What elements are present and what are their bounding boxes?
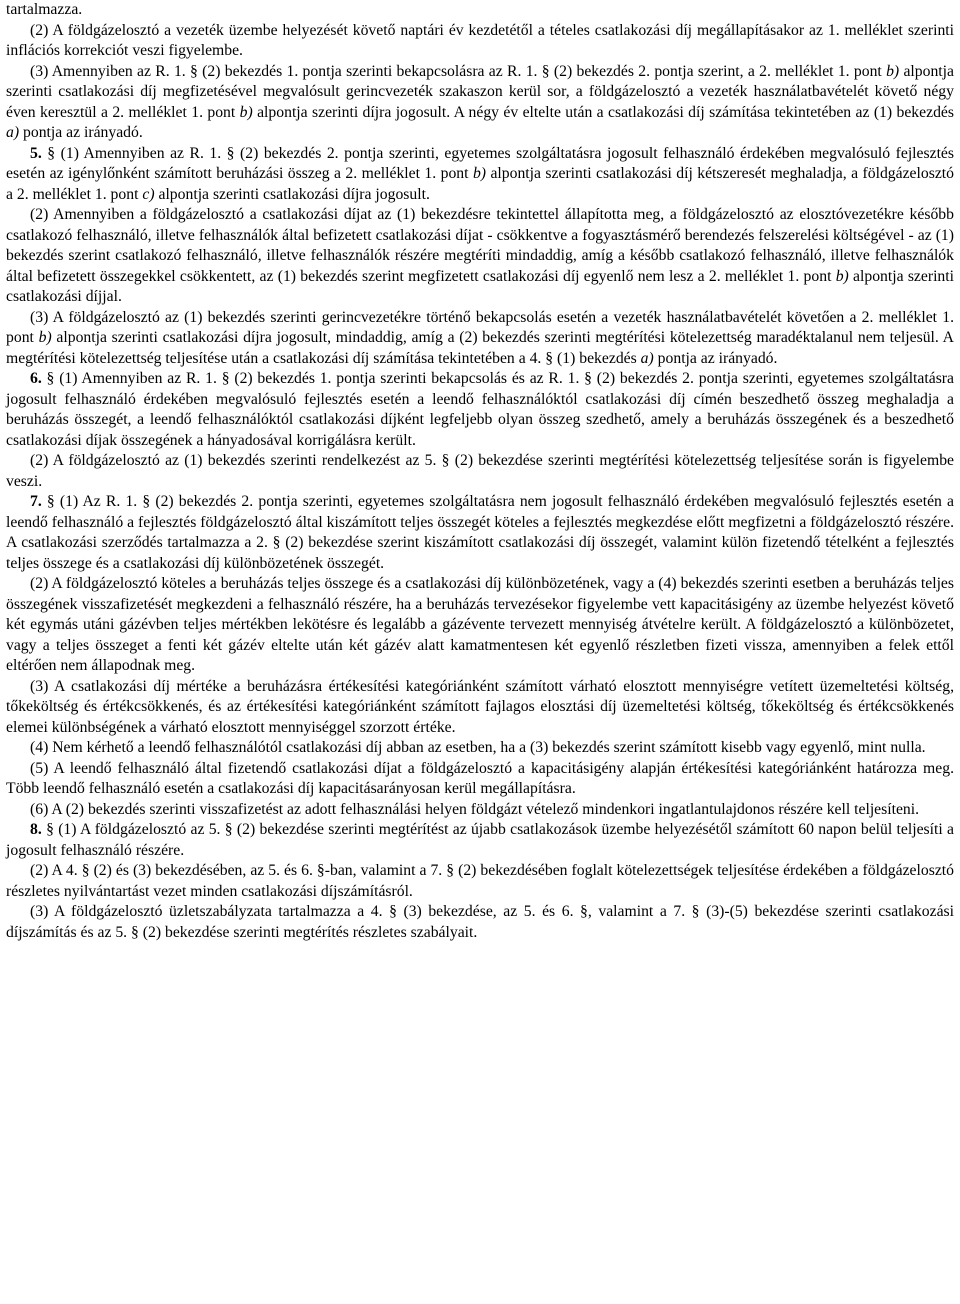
point-reference: b): [472, 165, 487, 182]
paragraph: [6, 21, 954, 62]
paragraph-text: pontja az irányadó.: [653, 349, 778, 367]
paragraph-text: § (1) A földgázelosztó az 5. § (2) bekezdése szerinti megtérítést az újabb csatlakozások üzembe helyezésétől számított 60 napon belül teljesíti a jogosult felhasználó részére.: [6, 821, 954, 859]
paragraph: [6, 62, 954, 144]
section-number: 8.: [30, 821, 42, 838]
paragraph-text: (3) A földgázelosztó az (1) bekezdés szerinti gerincvezetékre történő bekapcsolás esetén a vezeték használatbavételét követően a 2. melléklet 1. pont: [6, 308, 954, 346]
paragraph: [6, 205, 954, 308]
paragraph-text: alpontja szerinti csatlakozási díj kétszeresét meghaladja, a földgázelosztó a 2. melléklet 1. pont: [6, 165, 954, 203]
paragraph-text: (2) A földgázelosztó az (1) bekezdés szerinti rendelkezést az 5. § (2) bekezdése szerinti megtérítési kötelezettség teljesítése során is figyelembe veszi.: [6, 452, 954, 490]
paragraph-text: (5) A leendő felhasználó által fizetendő csatlakozási díjat a földgázelosztó a kapacitásigény alapján értékesítési kategóriánként határozza meg. Több leendő felhasználó esetén a csatlakozási díj kapacitásarányosan kerül megállapításra.: [6, 759, 954, 797]
paragraph-text: alpontja szerinti csatlakozási díj megfizetésével megvalósult gerincvezeték szakaszon kerül sor, a földgázelosztó a vezeték használatbavételét követő négy éven keresztül a 2. melléklet 1. pont: [6, 62, 954, 121]
paragraph: [6, 861, 954, 902]
paragraph: [6, 902, 954, 943]
paragraph-text: alpontja szerinti csatlakozási díjra jogosult.: [154, 185, 430, 203]
paragraph-text: (3) Amennyiben az R. 1. § (2) bekezdés 1. pontja szerinti bekapcsolásra az R. 1. § (2) bekezdés 2. pontja szerint, a 2. melléklet 1. pont: [30, 62, 887, 80]
paragraph-text: (2) A 4. § (2) és (3) bekezdésében, az 5. és 6. §-ban, valamint a 7. § (2) bekezdésében foglalt kötelezettségek teljesítése érdekében a földgázelosztó részletes nyilvántartást vezet minden csatlakozási díjszámításról.: [6, 862, 954, 900]
paragraph: [6, 820, 954, 861]
paragraph: [6, 800, 954, 821]
paragraph: [6, 0, 954, 21]
paragraph-text: § (1) Amennyiben az R. 1. § (2) bekezdés 2. pontja szerinti, egyetemes szolgáltatásra jogosult felhasználó érdekében megvalósuló fejlesztés esetén az igénylőnként számított beruházási összeg a 2. melléklet 1. pont: [6, 144, 954, 182]
point-reference: a): [6, 124, 20, 141]
paragraph-text: (3) A csatlakozási díj mértéke a beruházásra értékesítési kategóriánként számított várható elosztott mennyiségre vetített üzemeltetési költség, tőkeköltség és értékcsökkenés, és az értékesítési kategóriánként számított fajlagos elosztási díj üzemeltetési költség, tőkeköltség és értékcsökkenés elemei különbségének a várható elosztott mennyiséggel szorzott értéke.: [6, 677, 954, 736]
paragraph: [6, 308, 954, 370]
section-number: 5.: [30, 144, 42, 162]
point-reference: b): [835, 267, 849, 285]
paragraph-text: tartalmazza.: [6, 1, 83, 18]
paragraph: [6, 677, 954, 739]
point-reference: b): [38, 329, 52, 346]
paragraph: [6, 759, 954, 800]
paragraph-text: alpontja szerinti csatlakozási díjra jogosult, mindaddig, amíg a (2) bekezdés szerinti megtérítési kötelezettség maradéktalanul nem teljesül. A megtérítési kötelezettség teljesítése után a csatlakozási díj számítása tekintetében a 4. § (1) bekezdés: [6, 329, 955, 367]
point-reference: b): [886, 62, 900, 80]
paragraph: [6, 574, 954, 677]
paragraph: [6, 369, 954, 451]
section-number: 7.: [30, 493, 42, 510]
paragraph-text: alpontja szerinti díjra jogosult. A négy év eltelte után a csatlakozási díj számítása tekintetében az (1) bekezdés: [252, 103, 954, 121]
paragraph: [6, 451, 954, 492]
paragraph: [6, 144, 954, 206]
point-reference: b): [239, 103, 253, 121]
paragraph-text: (4) Nem kérhető a leendő felhasználótól csatlakozási díj abban az esetben, ha a (3) bekezdés szerint számított kisebb vagy egyenlő, mint nulla.: [30, 739, 926, 756]
paragraph-text: (2) A földgázelosztó a vezeték üzembe helyezését követő naptári év kezdetétől a tételes csatlakozási díj megállapításakor az 1. melléklet szerinti inflációs korrekciót veszi figyelembe.: [6, 21, 954, 59]
paragraph: [6, 492, 954, 574]
paragraph-text: alpontja szerinti csatlakozási díjjal.: [6, 267, 954, 305]
point-reference: c): [142, 185, 155, 203]
paragraph-text: § (1) Amennyiben az R. 1. § (2) bekezdés 1. pontja szerinti bekapcsolás és az R. 1. § (2) bekezdés 2. pontja szerinti, egyetemes szolgáltatásra jogosult felhasználó érdekében megvalósuló fejlesztés esetén a leendő felhasználóktól csatlakozási díj címén beszedhető összeg meghaladja a beruházás összegét, a leendő felhasználóktól csatlakozási díjként legfeljebb olyan összeg szedhető, amely a beruházás összegének és a beszedhető csatlakozási díjak összegének a hányadosával korrigálásra került.: [6, 370, 954, 449]
point-reference: a): [640, 349, 654, 367]
paragraph-text: pontja az irányadó.: [19, 124, 143, 141]
paragraph-text: § (1) Az R. 1. § (2) bekezdés 2. pontja szerinti, egyetemes szolgáltatásra nem jogosult felhasználó érdekében megvalósuló fejlesztés esetén a leendő felhasználó a fejlesztés földgázelosztó által kiszámított teljes összegét köteles a fejlesztés megkezdése előtt megfizetni a földgázelosztó részére. A csatlakozási szerződés tartalmazza a 2. § (2) bekezdése szerint kiszámított csatlakozási díj összegét, valamint külön fizetendő tételként a fejlesztés teljes összege és a csatlakozási díj különbözetének összegét.: [6, 493, 954, 572]
paragraph-text: (6) A (2) bekezdés szerinti visszafizetést az adott felhasználási helyen földgázt vételező mindenkori ingatlantulajdonos részére kell teljesíteni.: [30, 800, 920, 818]
paragraph-text: (2) Amennyiben a földgázelosztó a csatlakozási díjat az (1) bekezdésre tekintettel állapította meg, a földgázelosztó az elosztóvezetékre később csatlakozó felhasználó, illetve felhasználók által befizetett csatlakozási díjat - csökkentve a fogyasztásmérő berendezés felszerelési költségével - az (1) bekezdés szerint csatlakozó felhasználó, illetve felhasználók részére megtéríti mindaddig, amíg a később csatlakozó felhasználó, illetve felhasználók által befizetett összegekkel csökkentett, az (1) bekezdés szerint megfizetett csatlakozási díj egyenlő nem lesz a 2. melléklet 1. pont: [6, 206, 954, 285]
paragraph-text: (3) A földgázelosztó üzletszabályzata tartalmazza a 4. § (3) bekezdése, az 5. és 6. §, valamint a 7. § (3)-(5) bekezdése szerinti csatlakozási díjszámítás és az 5. § (2) bekezdése szerinti megtérítés részletes szabályait.: [6, 903, 954, 941]
paragraph-text: (2) A földgázelosztó köteles a beruházás teljes összege és a csatlakozási díj különbözetének, vagy a (4) bekezdés szerinti esetben a beruházás teljes összegének visszafizetését megkezdeni a felhasználó részére, ha a beruházás tervezésekor figyelembe vett kapacitásigény az üzembe helyezést követő két egymás utáni gázévben teljes mértékben lekötésre és legalább a gázévente tervezett mennyiség átvételre került. A földgázelosztó a különbözetet, vagy a teljes összeget a fenti két gázév eltelte után két gázév alatt kamatmentesen két egyenlő részletben fizeti vissza, amennyiben a felek ettől eltérően nem állapodnak meg.: [6, 575, 954, 674]
paragraph: [6, 738, 954, 759]
section-number: 6.: [30, 370, 42, 387]
